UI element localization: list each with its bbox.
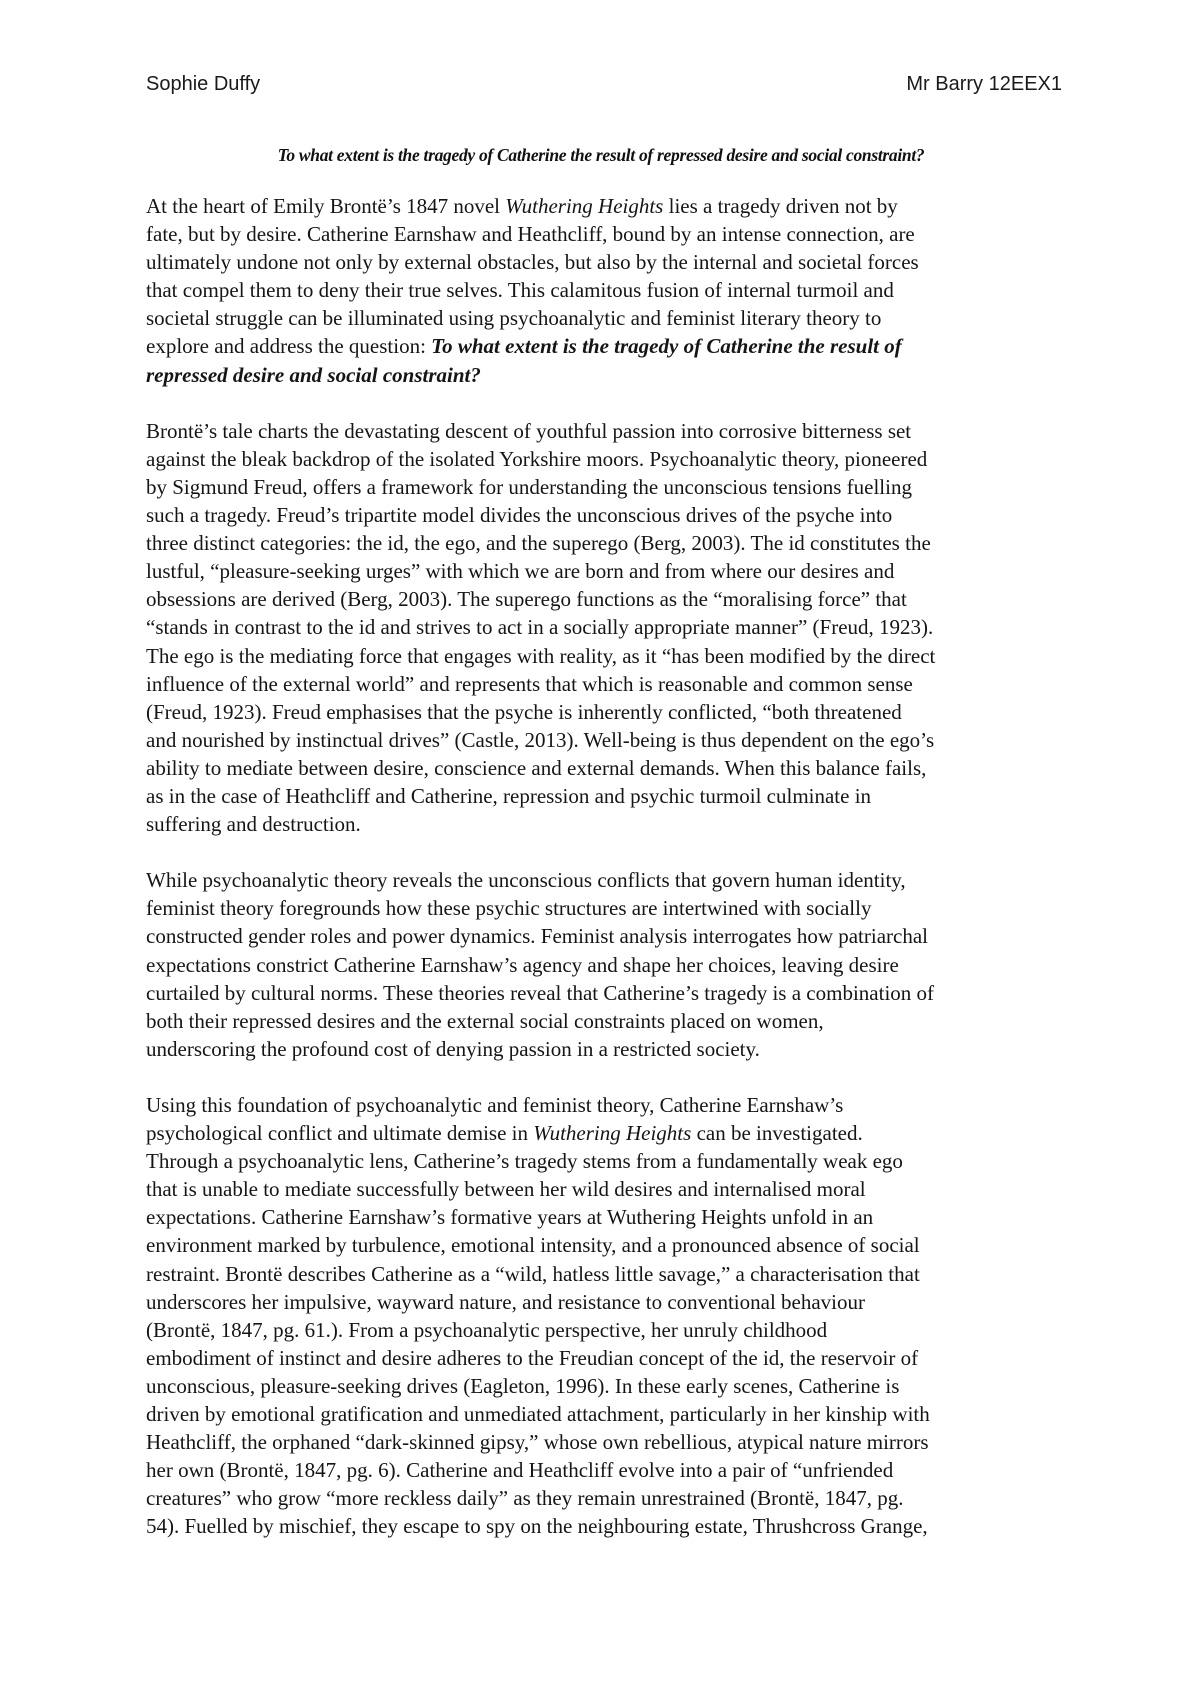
text-line: The ego is the mediating force that engages with reality, as it “has been modified by the direct <box>146 643 936 668</box>
text-line: fate, but by desire. Catherine Earnshaw and Heathcliff, bound by an intense connection, are <box>146 222 915 247</box>
text-line: curtailed by cultural norms. These theories reveal that Catherine’s tragedy is a combination of <box>146 980 935 1005</box>
novel-title: Wuthering Heights <box>505 194 664 218</box>
text-line: expectations constrict Catherine Earnshaw’s agency and shape her choices, leaving desire <box>146 952 899 977</box>
text-line: At the heart of Emily Brontë’s 1847 novel Wuthering Heights lies a tragedy driven not by <box>146 194 898 218</box>
text-line: her own (Brontë, 1847, pg. 6). Catherine and Heathcliff evolve into a pair of “unfriended <box>146 1458 894 1483</box>
text-line: both their repressed desires and the external social constraints placed on women, <box>146 1008 824 1033</box>
novel-title: Wuthering Heights <box>533 1121 692 1146</box>
text-line: constructed gender roles and power dynamics. Feminist analysis interrogates how patriarchal <box>146 924 929 949</box>
text-line: societal struggle can be illuminated using psychoanalytic and feminist literary theory to <box>146 306 882 331</box>
text-line: ultimately undone not only by external obstacles, but also by the internal and societal forces <box>146 250 919 275</box>
text-line: Using this foundation of psychoanalytic and feminist theory, Catherine Earnshaw’s <box>146 1093 844 1117</box>
text-line: that compel them to deny their true selves. This calamitous fusion of internal turmoil and <box>146 278 894 303</box>
text-line: expectations. Catherine Earnshaw’s formative years at Wuthering Heights unfold in an <box>146 1205 874 1230</box>
class-info: Mr Barry 12EEX1 <box>906 73 1062 95</box>
essay-question: To what extent is the tragedy of Catherine the result of repressed desire and social constraint? <box>277 145 925 165</box>
text-line: obsessions are derived (Berg, 2003). The superego functions as the “moralising force” that <box>146 587 907 612</box>
text-line: psychological conflict and ultimate demise in Wuthering Heights can be investigated. <box>146 1121 863 1146</box>
text-line: unconscious, pleasure-seeking drives (Eagleton, 1996). In these early scenes, Catherine is <box>146 1373 900 1398</box>
text-line: Through a psychoanalytic lens, Catherine’s tragedy stems from a fundamentally weak ego <box>146 1149 903 1174</box>
text-line: creatures” who grow “more reckless daily” as they remain unrestrained (Brontë, 1847, pg. <box>146 1486 904 1511</box>
question-emphasis: To what extent is the tragedy of Catherine the result of <box>431 334 902 359</box>
text-line: (Freud, 1923). Freud emphasises that the psyche is inherently conflicted, “both threatened <box>146 699 902 724</box>
text-line: suffering and destruction. <box>146 812 361 837</box>
text-line: and nourished by instinctual drives” (Castle, 2013). Well-being is thus dependent on the ego’s <box>146 727 935 752</box>
text-line: lustful, “pleasure-seeking urges” with which we are born and from where our desires and <box>146 559 895 584</box>
text-line: explore and address the question: To what extent is the tragedy of Catherine the result of <box>146 334 902 359</box>
text-line: against the bleak backdrop of the isolated Yorkshire moors. Psychoanalytic theory, pioneered <box>146 446 928 471</box>
text-line: that is unable to mediate successfully between her wild desires and internalised moral <box>146 1177 866 1202</box>
text-line: underscoring the profound cost of denying passion in a restricted society. <box>146 1036 760 1061</box>
question-emphasis: repressed desire and social constraint? <box>146 362 481 387</box>
text-line: influence of the external world” and represents that which is reasonable and common sense <box>146 671 913 696</box>
text-line: driven by emotional gratification and unmediated attachment, particularly in her kinship with <box>146 1402 930 1427</box>
paragraph-feminist-theory <box>146 866 1071 1063</box>
text-line: underscores her impulsive, wayward nature, and resistance to conventional behaviour <box>146 1289 866 1314</box>
text-line: (Brontë, 1847, pg. 61.). From a psychoanalytic perspective, her unruly childhood <box>146 1317 828 1342</box>
text-line: as in the case of Heathcliff and Catherine, repression and psychic turmoil culminate in <box>146 783 872 808</box>
author-name: Sophie Duffy <box>146 73 261 95</box>
text-line: embodiment of instinct and desire adheres to the Freudian concept of the id, the reservoir of <box>146 1345 919 1370</box>
text-line: three distinct categories: the id, the ego, and the superego (Berg, 2003). The id constitutes the <box>146 531 931 556</box>
text-line: feminist theory foregrounds how these psychic structures are intertwined with socially <box>146 896 872 921</box>
text-line: ability to mediate between desire, conscience and external demands. When this balance fails, <box>146 755 927 780</box>
text-line: such a tragedy. Freud’s tripartite model divides the unconscious drives of the psyche into <box>146 503 893 528</box>
page-header <box>146 73 1062 96</box>
text-line: by Sigmund Freud, offers a framework for understanding the unconscious tensions fuelling <box>146 474 912 499</box>
text-line: While psychoanalytic theory reveals the unconscious conflicts that govern human identity, <box>146 868 906 893</box>
paragraph-psychoanalytic-theory <box>146 417 1071 838</box>
text-line: 54). Fuelled by mischief, they escape to spy on the neighbouring estate, Thrushcross Grange, <box>146 1514 928 1539</box>
text-line: restraint. Brontë describes Catherine as a “wild, hatless little savage,” a characterisation that <box>146 1261 920 1286</box>
text-line: Heathcliff, the orphaned “dark-skinned gipsy,” whose own rebellious, atypical nature mirrors <box>146 1430 929 1455</box>
text-line: environment marked by turbulence, emotional intensity, and a pronounced absence of social <box>146 1233 920 1258</box>
text-line: “stands in contrast to the id and strives to act in a socially appropriate manner” (Freud, 1923). <box>146 615 934 640</box>
text-line: Brontë’s tale charts the devastating descent of youthful passion into corrosive bitterness set <box>146 418 912 443</box>
paragraph-analysis <box>146 1091 1071 1541</box>
essay-body <box>146 192 1071 1569</box>
paragraph-introduction <box>146 192 1071 389</box>
